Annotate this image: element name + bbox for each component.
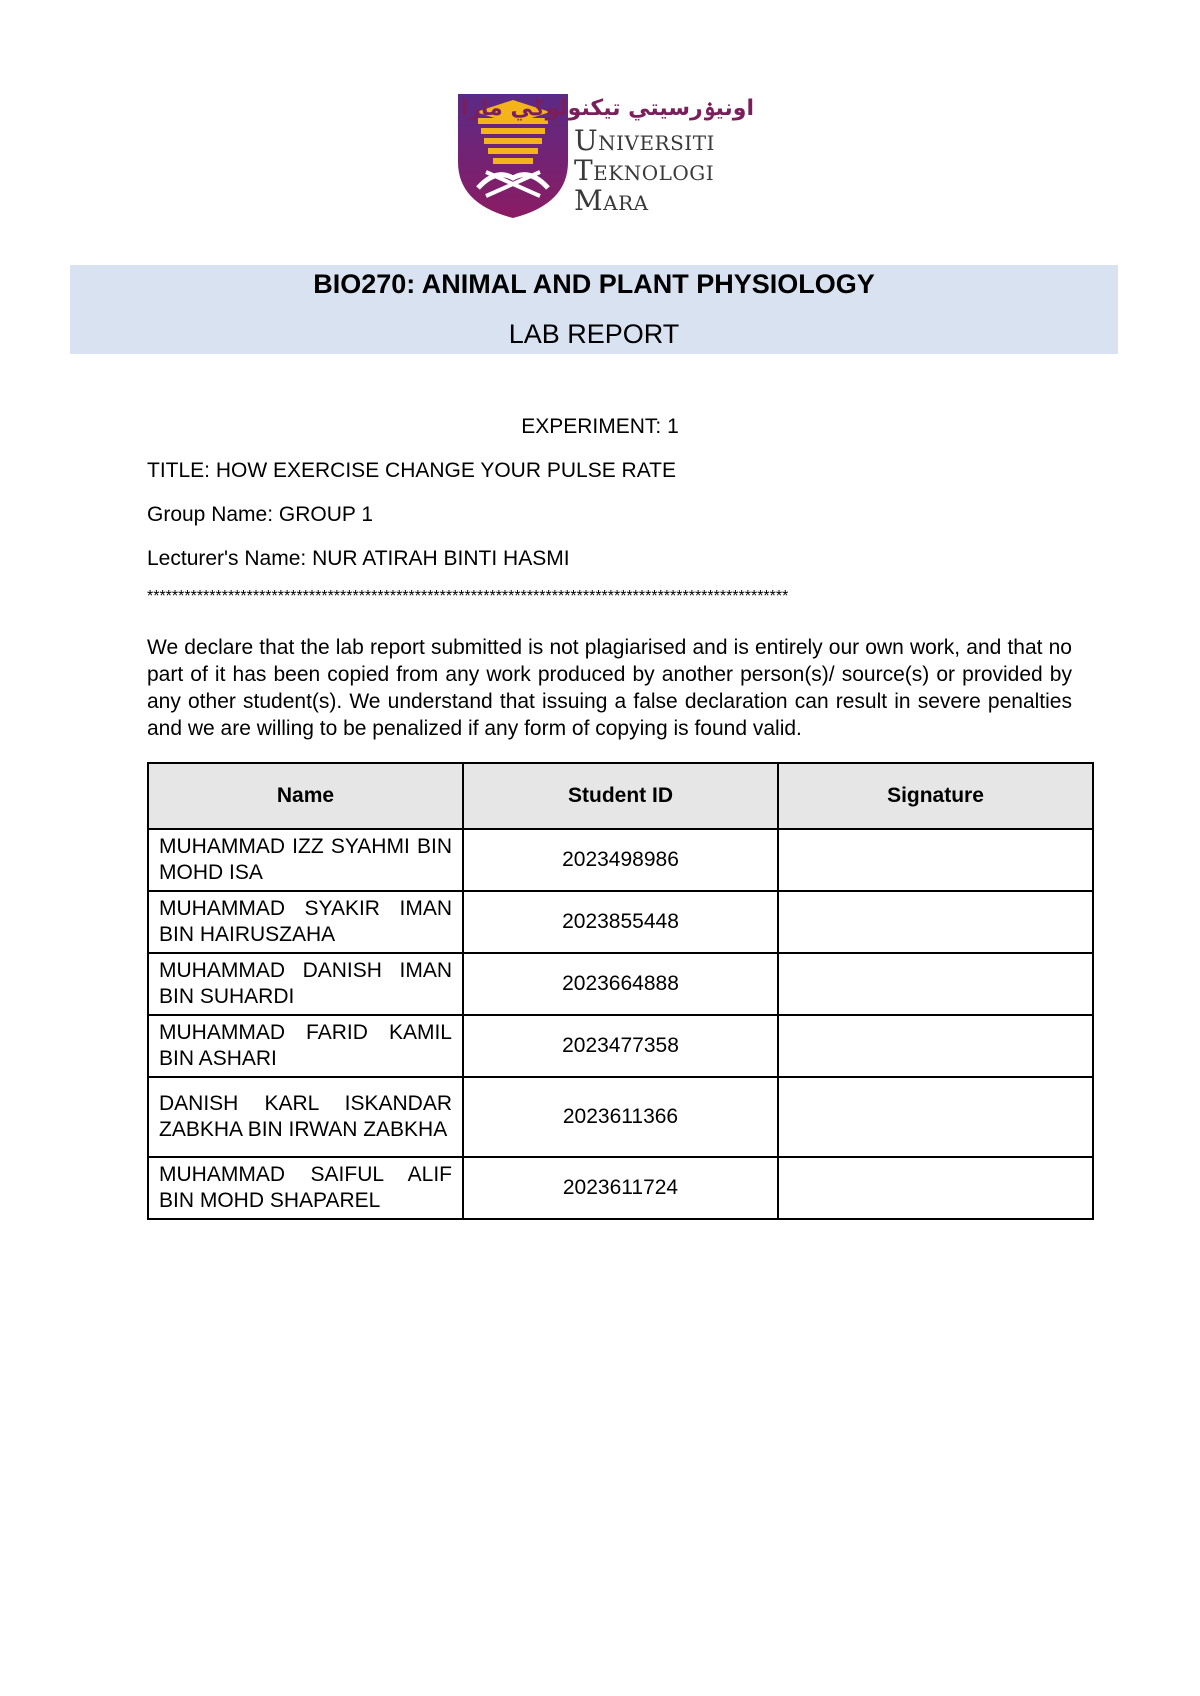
university-logo: [456, 92, 756, 222]
course-banner: [70, 265, 1118, 354]
table-row: [148, 829, 1093, 891]
logo-jawi-text: اونيۏرسيتي تيكنولوݢي مارا: [460, 96, 754, 121]
student-name: MUHAMMAD SYAKIR IMAN BIN HAIRUSZAHA: [148, 891, 463, 953]
table-row: [148, 1077, 1093, 1157]
table-row: [148, 953, 1093, 1015]
signature-cell: [778, 1077, 1093, 1157]
report-title: TITLE: HOW EXERCISE CHANGE YOUR PULSE RATE: [147, 459, 676, 482]
student-id: 2023611366: [463, 1077, 778, 1157]
table-header-row: [148, 763, 1093, 829]
signature-cell: [778, 829, 1093, 891]
student-name: DANISH KARL ISKANDAR ZABKHA BIN IRWAN ZABKHA: [148, 1077, 463, 1157]
student-name: MUHAMMAD IZZ SYAHMI BIN MOHD ISA: [148, 829, 463, 891]
logo-text-mara: Mara: [574, 184, 649, 217]
logo-text-teknologi: Teknologi: [574, 154, 715, 187]
student-id: 2023477358: [463, 1015, 778, 1077]
student-id: 2023664888: [463, 953, 778, 1015]
signature-cell: [778, 1157, 1093, 1219]
student-signature-table: [147, 762, 1094, 1220]
table-row: [148, 1015, 1093, 1077]
signature-cell: [778, 891, 1093, 953]
student-id: 2023498986: [463, 829, 778, 891]
group-name: Group Name: GROUP 1: [147, 503, 374, 526]
course-title: BIO270: ANIMAL AND PLANT PHYSIOLOGY: [313, 269, 875, 299]
lecturer-name: Lecturer's Name: NUR ATIRAH BINTI HASMI: [147, 547, 570, 570]
report-type: LAB REPORT: [508, 319, 680, 349]
header-signature: Signature: [778, 763, 1093, 829]
signature-cell: [778, 953, 1093, 1015]
header-student-id: Student ID: [463, 763, 778, 829]
student-name: MUHAMMAD DANISH IMAN BIN SUHARDI: [148, 953, 463, 1015]
student-name: MUHAMMAD SAIFUL ALIF BIN MOHD SHAPAREL: [148, 1157, 463, 1219]
table-row: [148, 1157, 1093, 1219]
student-name: MUHAMMAD FARID KAMIL BIN ASHARI: [148, 1015, 463, 1077]
experiment-number: EXPERIMENT: 1: [521, 415, 679, 438]
student-id: 2023855448: [463, 891, 778, 953]
table-row: [148, 891, 1093, 953]
separator-line: *******************************************************************************************************: [147, 588, 789, 605]
declaration-paragraph: We declare that the lab report submitted is not plagiarised and is entirely our own work, and that no part of it has been copied from any work produced by another person(s)/ source(s) or provided by any other student(s). We understand that issuing a false declaration can result in severe penalties and we are willing to be penalized if any form of copying is found valid.: [147, 636, 1072, 740]
student-id: 2023611724: [463, 1157, 778, 1219]
logo-text-universiti: Universiti: [574, 124, 715, 157]
header-name: Name: [148, 763, 463, 829]
signature-cell: [778, 1015, 1093, 1077]
